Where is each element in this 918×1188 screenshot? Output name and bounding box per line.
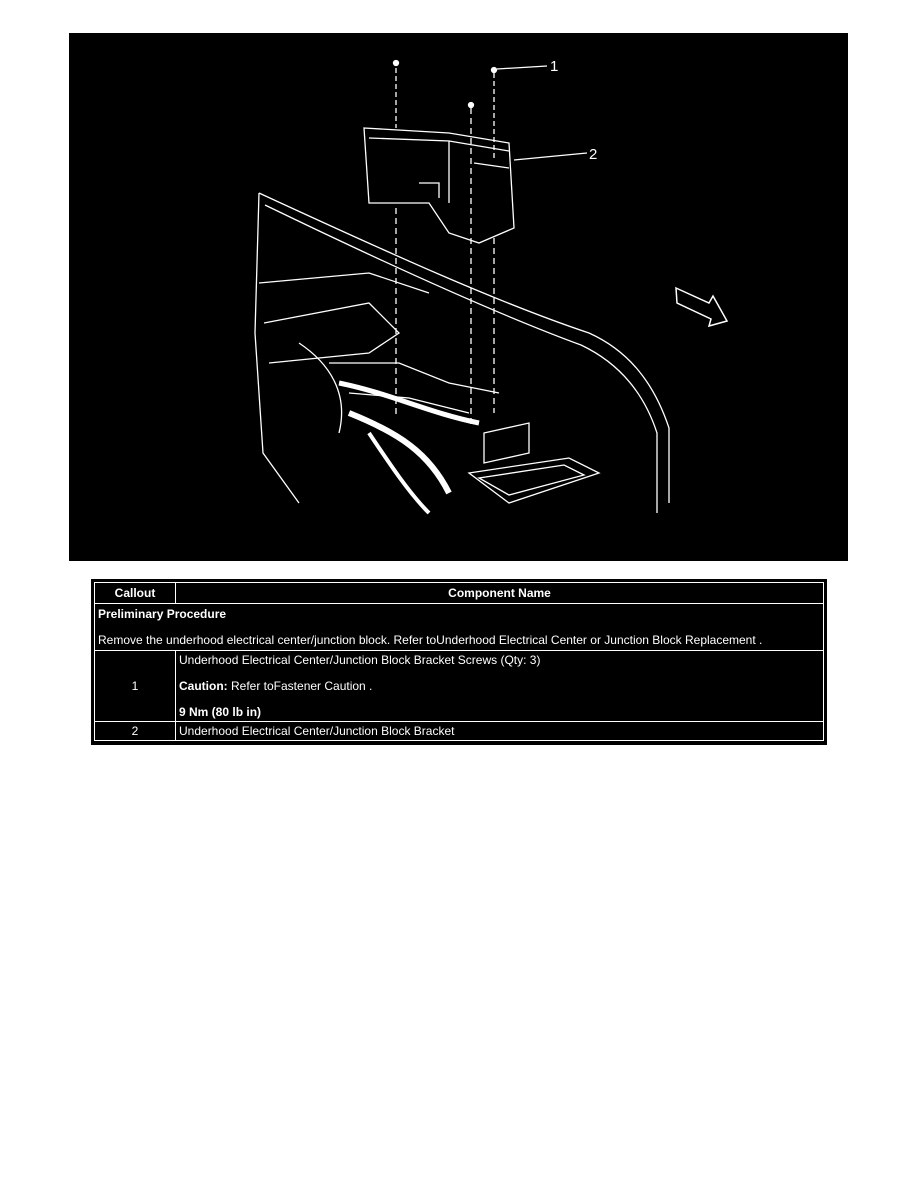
header-callout: Callout (95, 583, 176, 604)
component-table (90, 578, 828, 746)
callout-cell: 2 (95, 722, 176, 741)
callout-label-2: 2 (589, 146, 598, 163)
component-name: Underhood Electrical Center/Junction Block Bracket Screws (Qty: 3) (179, 653, 541, 667)
header-component-name: Component Name (176, 583, 824, 604)
preliminary-title: Preliminary Procedure (98, 607, 227, 621)
table-header-row (95, 583, 824, 604)
caution-text: Refer toFastener Caution . (227, 679, 373, 693)
caution-label: Caution: (179, 679, 228, 693)
component-name-cell (176, 651, 824, 722)
caution-line (179, 679, 820, 693)
callout-cell: 1 (95, 651, 176, 722)
component-name-cell: Underhood Electrical Center/Junction Block Bracket (176, 722, 824, 741)
bracket-illustration (69, 33, 848, 561)
torque-spec: 9 Nm (80 lb in) (179, 705, 262, 719)
preliminary-row (95, 604, 824, 651)
preliminary-text: Remove the underhood electrical center/junction block. Refer toUnderhood Electrical Center or Junction Block Replacement . (98, 633, 763, 647)
table-row (95, 651, 824, 722)
table-row (95, 722, 824, 741)
preliminary-cell (95, 604, 824, 651)
callout-label-1: 1 (550, 58, 559, 75)
